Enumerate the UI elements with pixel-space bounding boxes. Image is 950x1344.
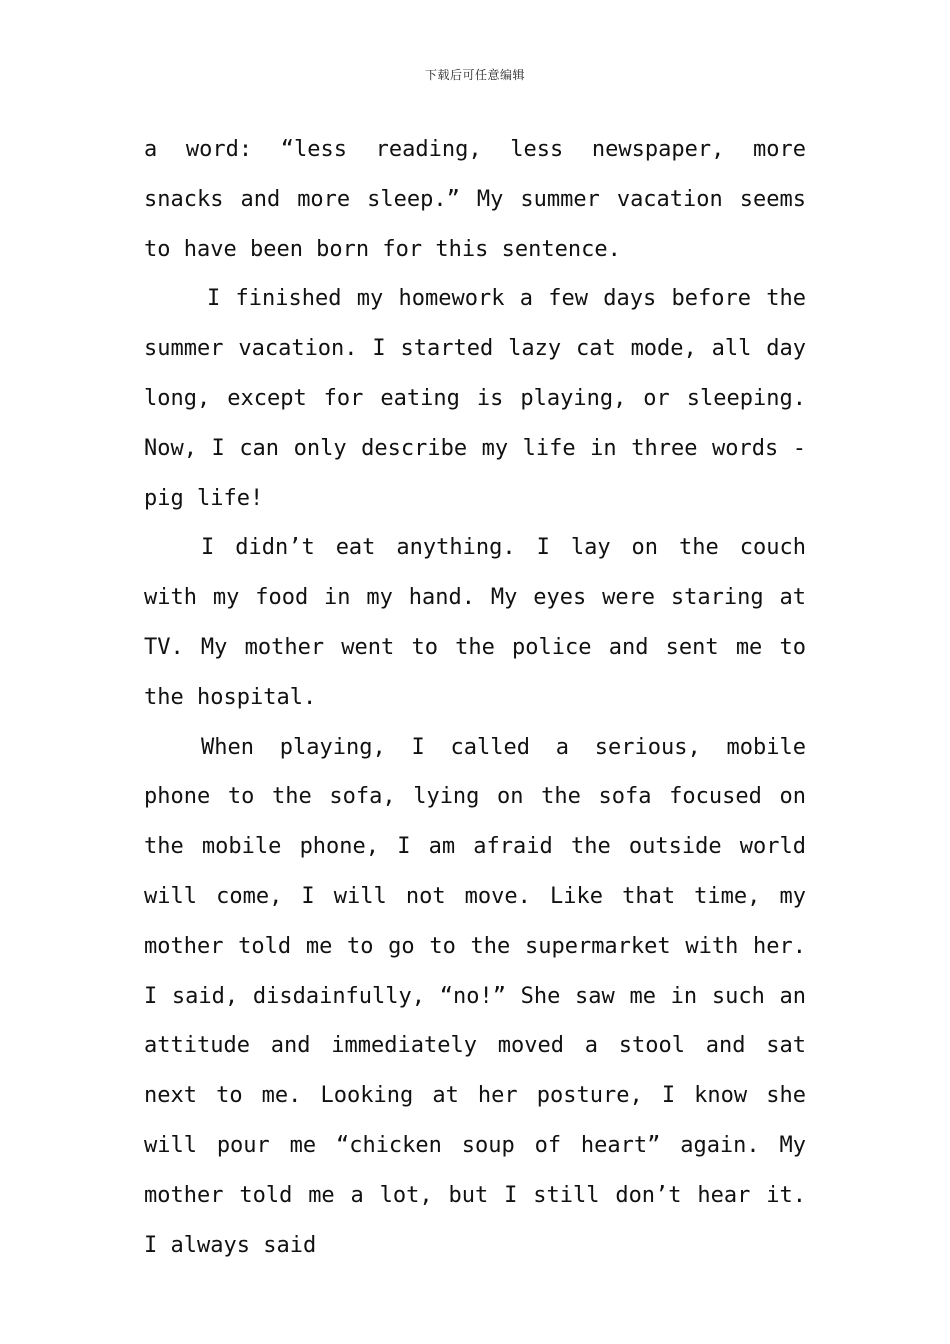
- paragraph-1: a word: “less reading, less newspaper, more snacks and more sleep.” My summer vacation seems to have been born for this sentence.: [144, 137, 806, 262]
- paragraph-3: I didn’t eat anything. I lay on the couch with my food in my hand. My eyes were staring at TV. My mother went to the police and sent me to the hospital.: [144, 535, 806, 710]
- paragraph-4: When playing, I called a serious, mobile phone to the sofa, lying on the sofa focused on the mobile phone, I am afraid the outside world will come, I will not move. Like that time, my mother told me to go to the supermarket with her. I said, disdainfully, “no!” She saw me in such an attitude and immediately moved a stool and sat next to me. Looking at her posture, I know she will pour me “chicken soup of heart” again. My mother told me a lot, but I still don’t hear it. I always said: [144, 734, 806, 1258]
- page-header: 下载后可任意编辑: [424, 68, 525, 82]
- document-body: [144, 125, 806, 1270]
- paragraph-2: I finished my homework a few days before the summer vacation. I started lazy cat mode, all day long, except for eating is playing, or sleeping. Now, I can only describe my life in three words - pig life!: [144, 286, 806, 511]
